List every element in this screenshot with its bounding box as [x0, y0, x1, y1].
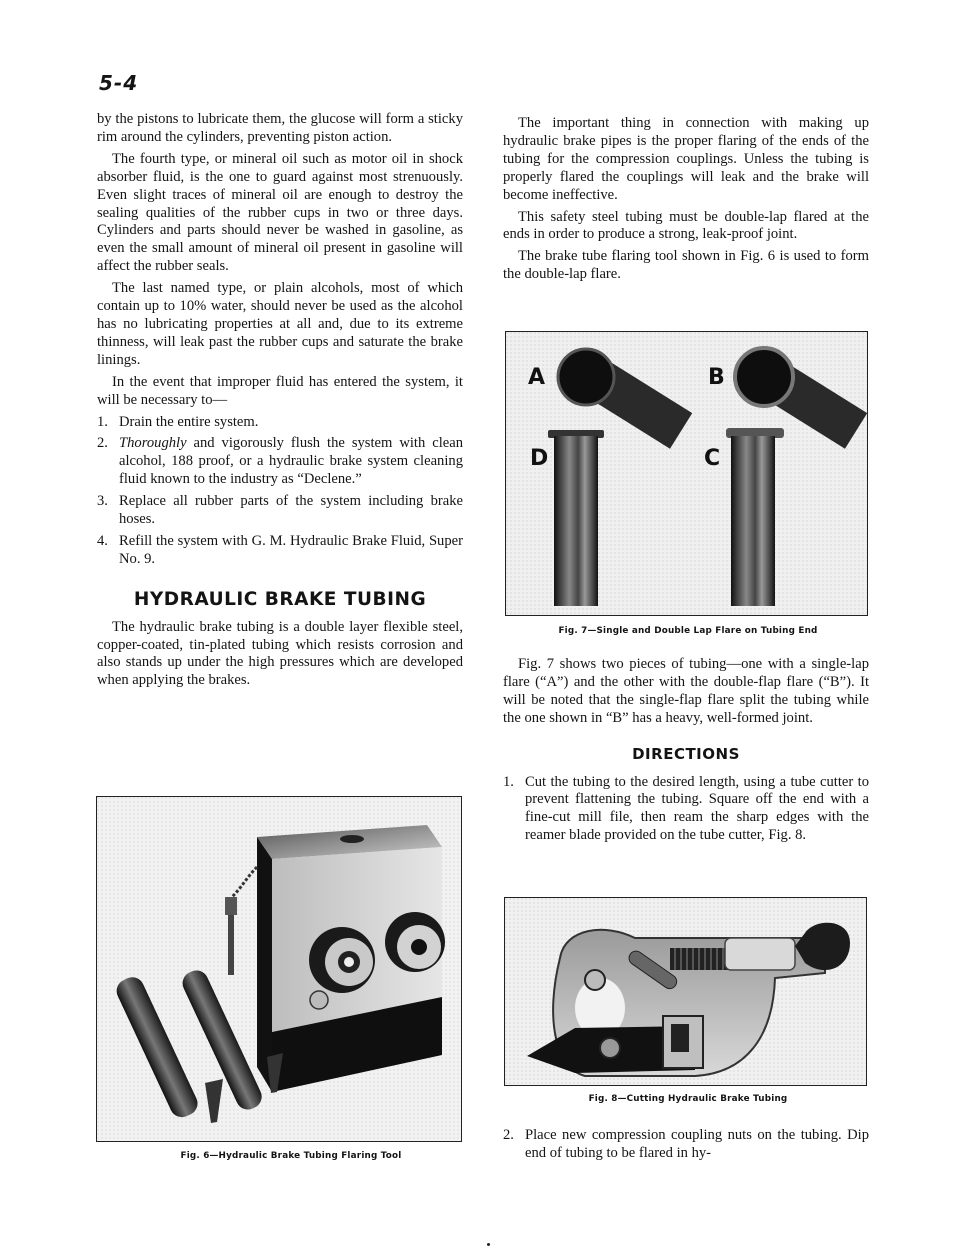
right-column-middle	[503, 656, 869, 849]
paragraph: by the pistons to lubricate them, the glucose will form a sticky rim around the cylinders, preventing piston action.	[97, 111, 463, 145]
directions-list	[503, 774, 869, 846]
list-text: and vigorously flush the system with clean alcohol, 188 proof, or a hydraulic brake system cleaning fluid known to the industry as “Declene.”	[119, 435, 463, 488]
paragraph: The hydraulic brake tubing is a double layer flexible steel, copper-coated, tin-plated tubing which resists corrosion and also stands up under the high pressures which are developed when applying the brakes.	[97, 618, 463, 689]
figure-6-caption: Fig. 6—Hydraulic Brake Tubing Flaring Tool	[180, 1151, 402, 1161]
tube-cutter-illustration	[505, 898, 866, 1085]
paragraph: The brake tube flaring tool shown in Fig. 6 is used to form the double-lap flare.	[503, 248, 869, 283]
tube-d	[554, 436, 598, 606]
list-number: 1.	[503, 773, 514, 790]
figure-7-caption: Fig. 7—Single and Double Lap Flare on Tubing End	[558, 626, 818, 636]
right-column-top	[503, 115, 869, 288]
figure-8-image	[504, 897, 867, 1086]
list-text: Drain the entire system.	[119, 413, 259, 430]
list-text: Cut the tubing to the desired length, using a tube cutter to prevent flattening the tubing. Square off the end with a fine-cut mill file, then ream the sharp edges with the reamer blade provided on the tube cutter, Fig. 8.	[525, 773, 869, 844]
paragraph: The fourth type, or mineral oil such as motor oil in shock absorber fluid, is the one to guard against most strenuously. Even slight traces of mineral oil are enough to destroy the sealing qualities of the rubber cups in two or three days. Cylinders and parts should never be washed in gasoline, as even the small amount of mineral oil present in gasoline will affect the rubber seals.	[97, 150, 463, 275]
figure-7-image	[505, 331, 868, 616]
list-item	[503, 1127, 869, 1163]
list-text: Refill the system with G. M. Hydraulic Brake Fluid, Super No. 9.	[119, 532, 463, 567]
figure-6-image	[96, 796, 462, 1142]
directions-heading: DIRECTIONS	[632, 744, 740, 763]
list-item	[97, 493, 463, 529]
flared-tubing-illustration	[506, 332, 867, 615]
fluid-steps-list	[97, 414, 463, 569]
page-number: 5-4	[99, 71, 139, 95]
list-number: 3.	[97, 493, 108, 510]
label-d: D	[530, 446, 549, 471]
list-item	[97, 533, 463, 569]
section-heading: HYDRAULIC BRAKE TUBING	[133, 588, 427, 610]
list-item	[97, 414, 463, 432]
list-text: Replace all rubber parts of the system including brake hoses.	[119, 493, 463, 528]
single-lap-flare	[558, 349, 614, 405]
list-item	[97, 435, 463, 489]
print-speck	[487, 1243, 490, 1246]
paragraph: This safety steel tubing must be double-lap flared at the ends in order to produce a strong, leak-proof joint.	[503, 208, 869, 243]
label-b: B	[708, 365, 725, 390]
list-emphasis: Thoroughly	[119, 435, 187, 452]
paragraph: The important thing in connection with making up hydraulic brake pipes is the proper flaring of the ends of the tubing for the compression couplings. Unless the tubing is properly flared the couplings will leak and the brake will become ineffective.	[503, 115, 869, 203]
list-number: 1.	[97, 413, 108, 430]
tube-c	[731, 436, 775, 606]
list-item	[503, 774, 869, 846]
left-column	[97, 111, 463, 694]
directions-list-continued	[503, 1127, 869, 1163]
right-column-bottom	[503, 1127, 869, 1167]
list-text: Place new compression coupling nuts on the tubing. Dip end of tubing to be flared in hy-	[525, 1127, 869, 1161]
paragraph: The last named type, or plain alcohols, most of which contain up to 10% water, should never be used as the alcohol has no lubricating properties at all and, due to its extreme thinness, will leak past the rubber cups and saturate the brake linings.	[97, 280, 463, 368]
list-number: 2.	[97, 435, 108, 452]
figure-8-caption: Fig. 8—Cutting Hydraulic Brake Tubing	[588, 1094, 788, 1104]
paragraph: In the event that improper fluid has entered the system, it will be necessary to—	[97, 373, 463, 408]
list-number: 4.	[97, 532, 108, 549]
block-side	[257, 837, 272, 1092]
flaring-tool-illustration	[97, 797, 461, 1141]
list-number: 2.	[503, 1127, 514, 1143]
label-c: C	[704, 446, 721, 471]
double-lap-flare	[735, 348, 793, 406]
label-a: A	[528, 365, 546, 390]
paragraph: Fig. 7 shows two pieces of tubing—one with a single-lap flare (“A”) and the other with the double-flap flare (“B”). It will be noted that the single-flap flare split the tubing while the one shown in “B” has a heavy, well-formed joint.	[503, 656, 869, 726]
